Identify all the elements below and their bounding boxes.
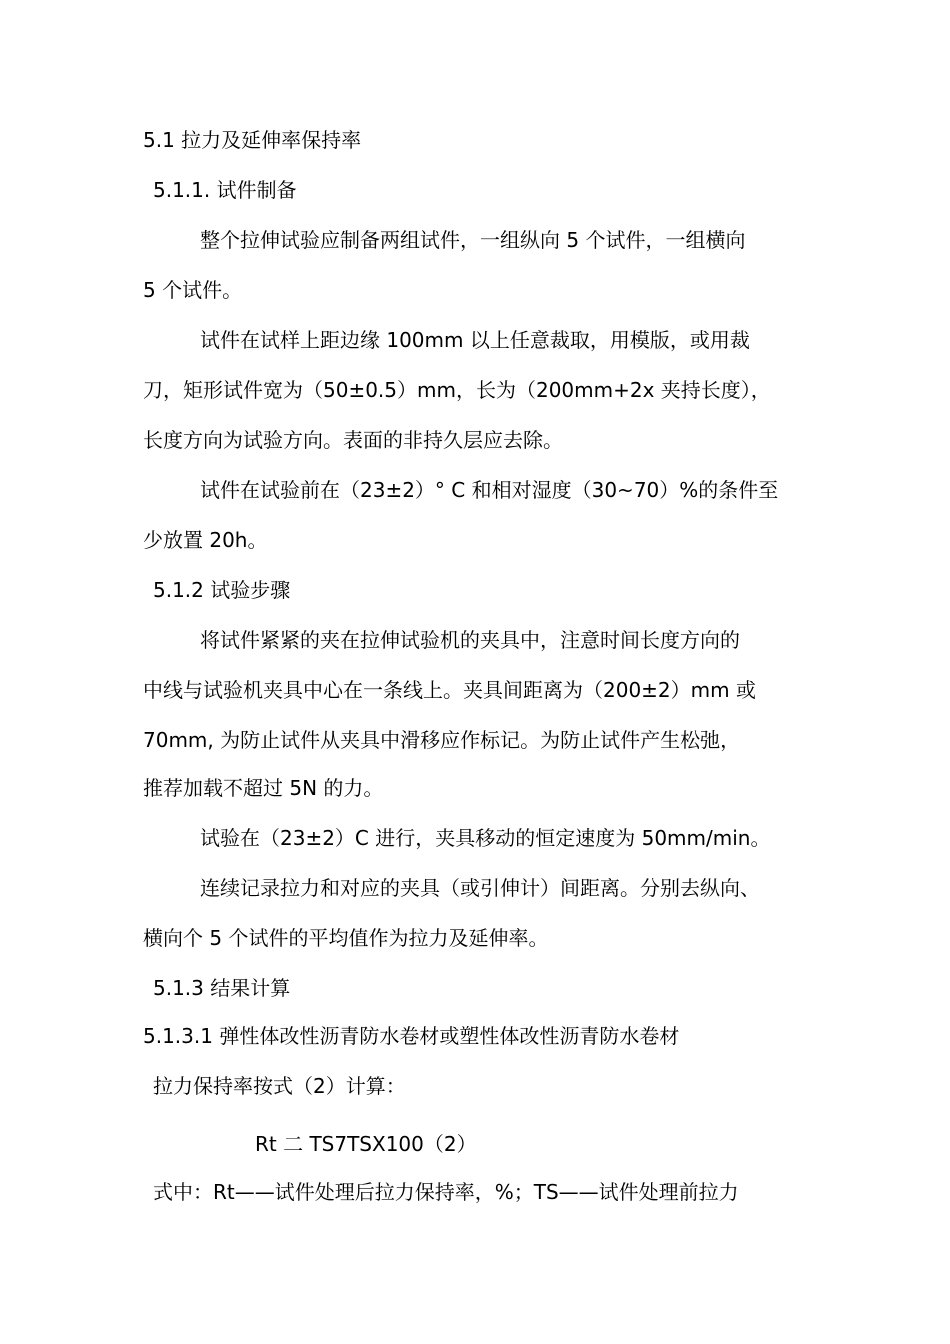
subsection-heading-5-1-3: 5.1.3 结果计算 bbox=[153, 976, 291, 1000]
paragraph-line: 整个拉伸试验应制备两组试件，一组纵向 5 个试件，一组横向 bbox=[200, 228, 746, 252]
paragraph-line: 5 个试件。 bbox=[143, 278, 243, 302]
subsection-heading-5-1-2: 5.1.2 试验步骤 bbox=[153, 578, 291, 602]
paragraph-line: 式中：Rt——试件处理后拉力保持率，%；TS——试件处理前拉力 bbox=[153, 1180, 739, 1204]
paragraph-line: 少放置 20h。 bbox=[143, 528, 268, 552]
paragraph-line: 将试件紧紧的夹在拉伸试验机的夹具中，注意时间长度方向的 bbox=[200, 628, 740, 652]
paragraph-line: 推荐加载不超过 5N 的力。 bbox=[143, 776, 384, 800]
paragraph-line: 中线与试验机夹具中心在一条线上。夹具间距离为（200±2）mm 或 bbox=[143, 678, 756, 702]
paragraph-line: 长度方向为试验方向。表面的非持久层应去除。 bbox=[143, 428, 563, 452]
paragraph-line: 70mm, 为防止试件从夹具中滑移应作标记。为防止试件产生松弛， bbox=[143, 728, 741, 752]
paragraph-line: 拉力保持率按式（2）计算： bbox=[153, 1074, 406, 1098]
subsection-heading-5-1-3-1: 5.1.3.1 弹性体改性沥青防水卷材或塑性体改性沥青防水卷材 bbox=[143, 1024, 680, 1048]
formula: Rt 二 TS7TSX100（2） bbox=[255, 1132, 477, 1156]
paragraph-line: 试件在试验前在（23±2）° C 和相对湿度（30~70）%的条件至 bbox=[200, 478, 779, 502]
paragraph-line: 横向个 5 个试件的平均值作为拉力及延伸率。 bbox=[143, 926, 549, 950]
paragraph-line: 试件在试样上距边缘 100mm 以上任意裁取，用模版，或用裁 bbox=[200, 328, 750, 352]
paragraph-line: 刀，矩形试件宽为（50±0.5）mm，长为（200mm+2x 夹持长度）， bbox=[143, 378, 771, 402]
section-heading-5-1: 5.1 拉力及延伸率保持率 bbox=[143, 128, 362, 152]
paragraph-line: 试验在（23±2）C 进行，夹具移动的恒定速度为 50mm/min。 bbox=[200, 826, 771, 850]
paragraph-line: 连续记录拉力和对应的夹具（或引伸计）间距离。分别去纵向、 bbox=[200, 876, 760, 900]
subsection-heading-5-1-1: 5.1.1. 试件制备 bbox=[153, 178, 297, 202]
